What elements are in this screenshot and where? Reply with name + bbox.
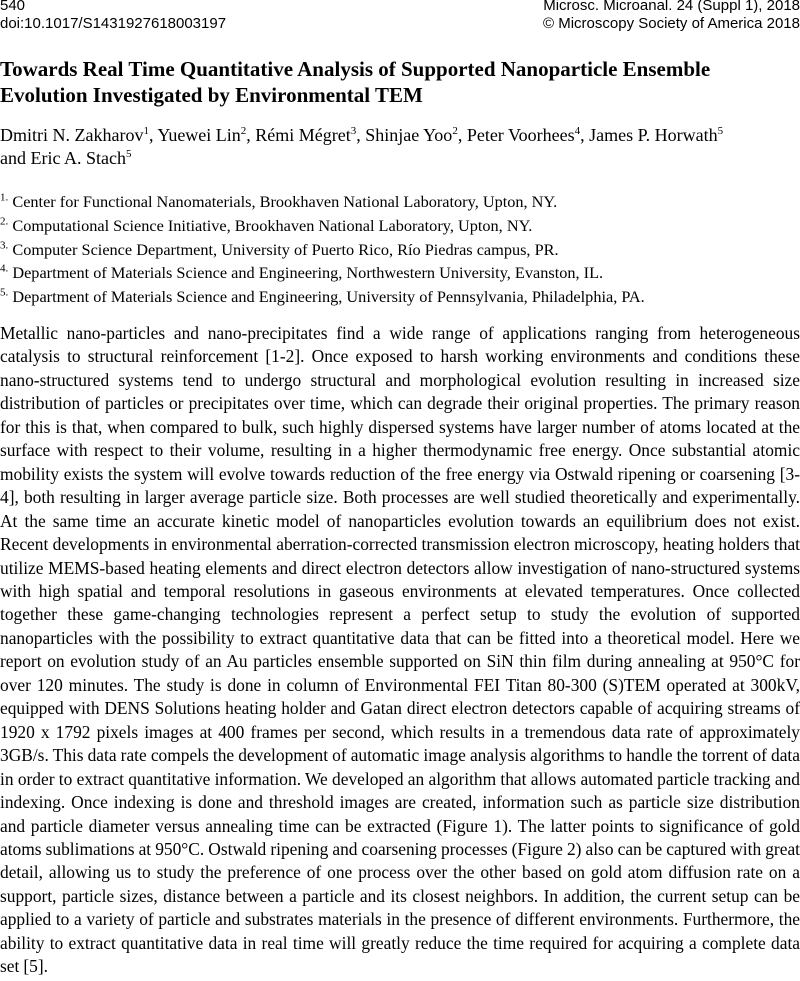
paper-title: Towards Real Time Quantitative Analysis of Supported Nanoparticle Ensemble Evolution Investigated by Environmental TEM	[0, 57, 711, 107]
author-separator: ,	[246, 125, 256, 145]
abstract-body: Metallic nano-particles and nano-precipitates find a wide range of applications ranging from heterogeneous catalysis to structural reinforcement [1-2]. Once exposed to harsh working environments and conditions these nano-structured systems tend to undergo structural and morphological evolution resulting in increased size distribution of particles or precipitates over time, which can degrade their original properties. The primary reason for this is that, when compared to bulk, such highly dispersed systems have larger number of atoms located at the surface with respect to their volume, resulting in a higher thermodynamic free energy. Once substantial atomic mobility exists the system will evolve towards reduction of the free energy via Ostwald ripening or coarsening [3-4], both resulting in larger average particle size. Both processes are well studied theoretically and experimentally. At the same time an accurate kinetic model of nanoparticles evolution towards an equilibrium does not exist. Recent developments in environmental aberration-corrected transmission electron microscopy, heating holders that utilize MEMS-based heating elements and direct electron detectors allow investigation of nano-structured systems with high spatial and temporal resolutions in gaseous environments at elevated temperatures. Once collected together these game-changing technologies represent a perfect setup to study the evolution of supported nanoparticles with the possibility to extract quantitative data that can be fitted into a theoretical model. Here we report on evolution study of an Au particles ensemble supported on SiN thin film during annealing at 950°C for over 120 minutes. The study is done in column of Environmental FEI Titan 80-300 (S)TEM operated at 300kV, equipped with DENS Solutions heating holder and Gatan direct electron detectors capable of acquiring streams of 1920 x 1792 pixels images at 400 frames per second, which results in a tremendous data rate of approximately 3GB/s. This data rate compels the development of automatic image analysis algorithms to handle the torrent of data in order to extract quantitative information. We developed an algorithm that allows automated particle tracking and indexing. Once indexing is done and threshold images are created, information such as particle size distribution and particle diameter versus annealing time can be extracted (Figure 1). The latter points to significance of gold atoms sublimations at 950°C. Ostwald ripening and coarsening processes (Figure 2) also can be captured with great detail, allowing us to study the preference of one process over the other based on gold atom diffusion rate on a support, particle sizes, distance between a particle and its closest neighbors. In addition, the current setup can be applied to a variety of particle and substrates materials in the presence of different environments. Furthermore, the ability to extract quantitative data in real time will greatly reduce the time required for acquiring a complete data set [5].	[0, 323, 800, 977]
author: James P. Horwath	[589, 125, 718, 145]
author-affiliation-marker: 2	[452, 125, 458, 137]
doi: doi:10.1017/S1431927618003197	[0, 15, 227, 32]
author: Dmitri N. Zakharov	[0, 125, 144, 145]
affiliation-text: Center for Functional Nanomaterials, Brookhaven National Laboratory, Upton, NY.	[12, 192, 558, 211]
affiliation	[0, 261, 800, 285]
author-separator: ,	[580, 125, 590, 145]
author: and Eric A. Stach	[0, 148, 126, 168]
author-affiliation-marker: 5	[125, 148, 132, 160]
author-separator: ,	[356, 125, 366, 145]
author-affiliation-marker: 2	[240, 125, 247, 137]
author-affiliation-marker: 1	[143, 125, 149, 137]
author-affiliation-marker: 3	[350, 125, 357, 137]
affiliation-text: Department of Materials Science and Engineering, University of Pennsylvania, Philadelphia, PA.	[12, 287, 645, 307]
author-separator: ,	[148, 125, 158, 145]
author-separator: ,	[457, 125, 467, 145]
affiliation-text: Department of Materials Science and Engineering, Northwestern University, Evanston, IL.	[12, 263, 604, 283]
affiliation-number: 1.	[0, 191, 9, 204]
affiliation	[0, 190, 800, 214]
affiliation-text: Computational Science Initiative, Brookhaven National Laboratory, Upton, NY.	[12, 215, 533, 235]
author: Yuewei Lin	[157, 125, 241, 145]
author: Peter Voorhees	[466, 125, 575, 145]
author: Rémi Mégret	[255, 125, 351, 145]
affiliation	[0, 285, 800, 309]
author-list	[0, 124, 800, 170]
page-number: 540	[0, 0, 26, 14]
author-affiliation-marker: 5	[717, 125, 724, 137]
affiliation-text: Computer Science Department, University of Puerto Rico, Río Piedras campus, PR.	[12, 239, 559, 259]
journal-citation: Microsc. Microanal. 24 (Suppl 1), 2018	[543, 0, 800, 14]
copyright: © Microscopy Society of America 2018	[543, 15, 800, 32]
affiliation-number: 4.	[0, 262, 9, 275]
affiliation-number: 2.	[0, 215, 9, 228]
affiliation-list	[0, 190, 800, 309]
affiliation-number: 5.	[0, 286, 9, 299]
affiliation	[0, 214, 800, 238]
affiliation	[0, 238, 800, 262]
author: Shinjae Yoo	[365, 125, 453, 145]
author-affiliation-marker: 4	[574, 125, 581, 137]
affiliation-number: 3.	[0, 239, 9, 252]
